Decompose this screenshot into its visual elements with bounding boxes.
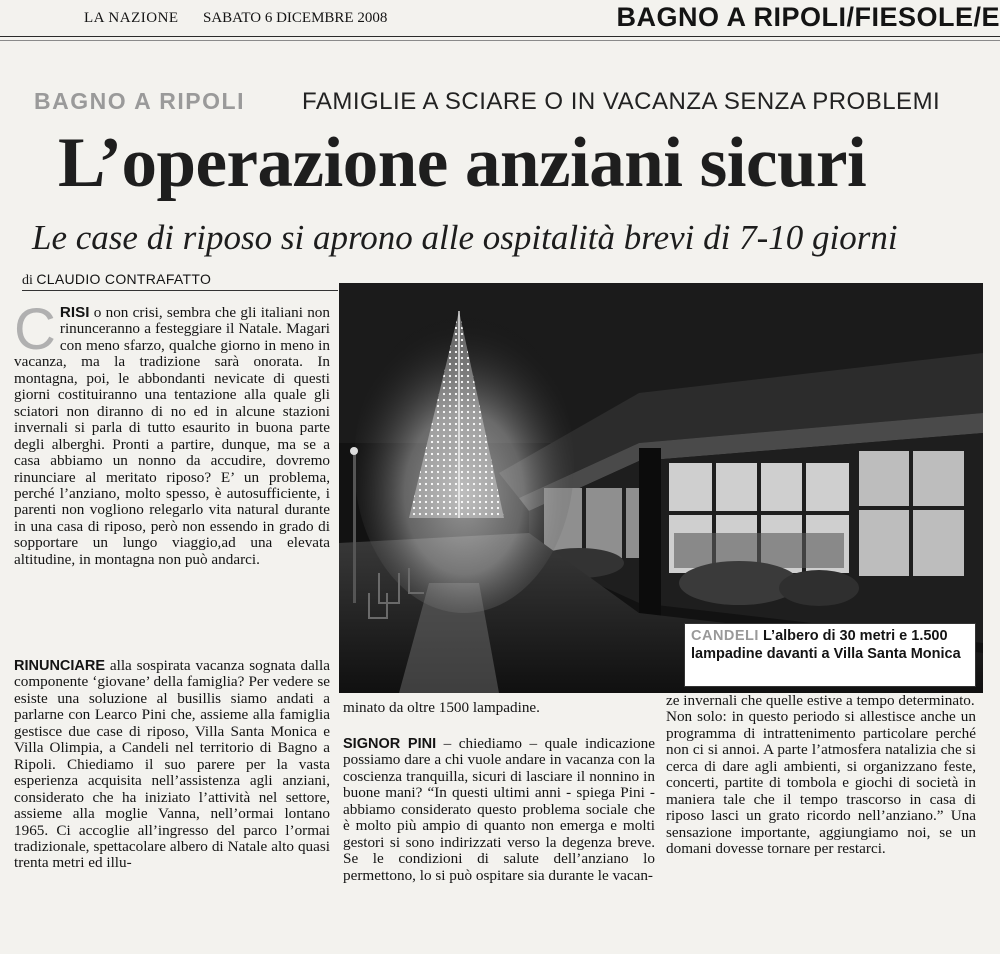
byline [22,271,211,289]
paragraph-lead: RINUNCIARE [14,658,106,674]
paragraph-text: – chiediamo – quale indicazione possiamo dare a chi vuole andare in vacanza con la coscienza tranquilla, sicuri di lasciare il nonnino in buone mani? “In questi ultimi anni - spiega Pini - abbiamo considerato questo problema sociale che è molto più ampio di quanto non emerga e molti gestori si sono indirizzati verso la degenza breve. Se le condizioni di salute dell’anziano lo permettono, lo si può ospitare sia durante le vacan- [343,735,655,884]
headline: L’operazione anziani sicuri [58,124,867,202]
caption-text: L’albero di 30 metri e 1.500 lampadine davanti a Villa Santa Monica [691,628,961,662]
column-1-paragraph-2 [14,658,330,872]
publication-name: LA NAZIONE [84,10,179,26]
column-2-paragraph-2 [343,736,655,884]
paragraph-text: o non crisi, sembra che gli italiani non rinunceranno a festeggiare il Natale. Magari con meno sfarzo, qualche giorno in meno in vacanza, ma la tradizione sarà onorata. In montagna, poi, le abbondanti nevicate di questi giorni costituiranno una tentazione alla quale gli sciatori non diranno di no ed in alcune stazioni invernali si parla di tutto esaurito in buona parte degli alberghi. Pronti a partire, dunque, ma se a casa abbiamo un nonno da accudire, dovremo rinunciare al meritato riposo? E’ un problema, perché l’anziano, molto spesso, è autosufficiente, i parenti non vogliono relegarlo vita natural durante in una casa di riposo, però non essendo in grado di sopportare un lungo viaggio,ad una elevata altitudine, in montagna non può andarci. [14,304,330,568]
subheadline: Le case di riposo si aprono alle ospitalità brevi di 7-10 giorni [32,218,898,257]
column-3-paragraph-1: ze invernali che quelle estive a tempo determinato. [666,692,975,709]
byline-prefix: di [22,273,33,288]
kicker-text: FAMIGLIE A SCIARE O IN VACANZA SENZA PROBLEMI [302,88,941,115]
kicker-location: BAGNO A RIPOLI [34,88,245,114]
column-2-paragraph-1 [343,700,655,716]
caption-kicker: CANDELI [691,628,759,644]
byline-rule [22,290,338,291]
byline-name: CLAUDIO CONTRAFATTO [36,271,212,287]
section-title: BAGNO A RIPOLI/FIESOLE/E [616,2,1000,32]
header-rule-secondary [0,40,1000,41]
paragraph-text: minato da oltre 1500 lampadine. [343,699,540,716]
column-1-paragraph-1 [14,297,330,568]
column-3-paragraph-2: Non solo: in questo periodo si allestisce anche un programma di intrattenimento particolare perché non ci si annoi. A parte l’atmosfera natalizia che si cerca di dare agli ambienti, si organizzano feste, concerti, partite di tombola e giochi di società in maniera tale che il tempo trascorso in casa di riposo lasci un grato ricordo nell’anziano.” Una sensazione importante, aggiungiamo noi, se un domani dovesse tornare per restarci. [666,708,976,858]
drop-cap: C [14,297,56,362]
publication-date: SABATO 6 DICEMBRE 2008 [203,10,388,26]
column-3 [666,693,976,858]
header-rule [0,36,1000,37]
first-word: RISI [59,304,90,321]
photo-caption [684,623,976,687]
paragraph-lead: SIGNOR PINI [343,736,437,752]
paragraph-text: alla sospirata vacanza sognata dalla componente ‘giovane’ della famiglia? Per vedere se esiste una soluzione al busillis siamo andati a parlarne con Learco Pini che, assieme alla famiglia gestisce due case di riposo, Villa Santa Monica e Villa Olimpia, a Candeli nel territorio di Bagno a Ripoli. Chiediamo il suo parere per la vasta esperienza acquisita nell’assistenza agli anziani, considerato che ha iniziato l’attività nel settore, assieme alla moglie Vanna, nell’ormai lontano 1965. Ci accoglie all’ingresso del parco l’ormai tradizionale, spettacolare albero di Natale alto quasi trenta metri ed illu- [14,657,330,872]
